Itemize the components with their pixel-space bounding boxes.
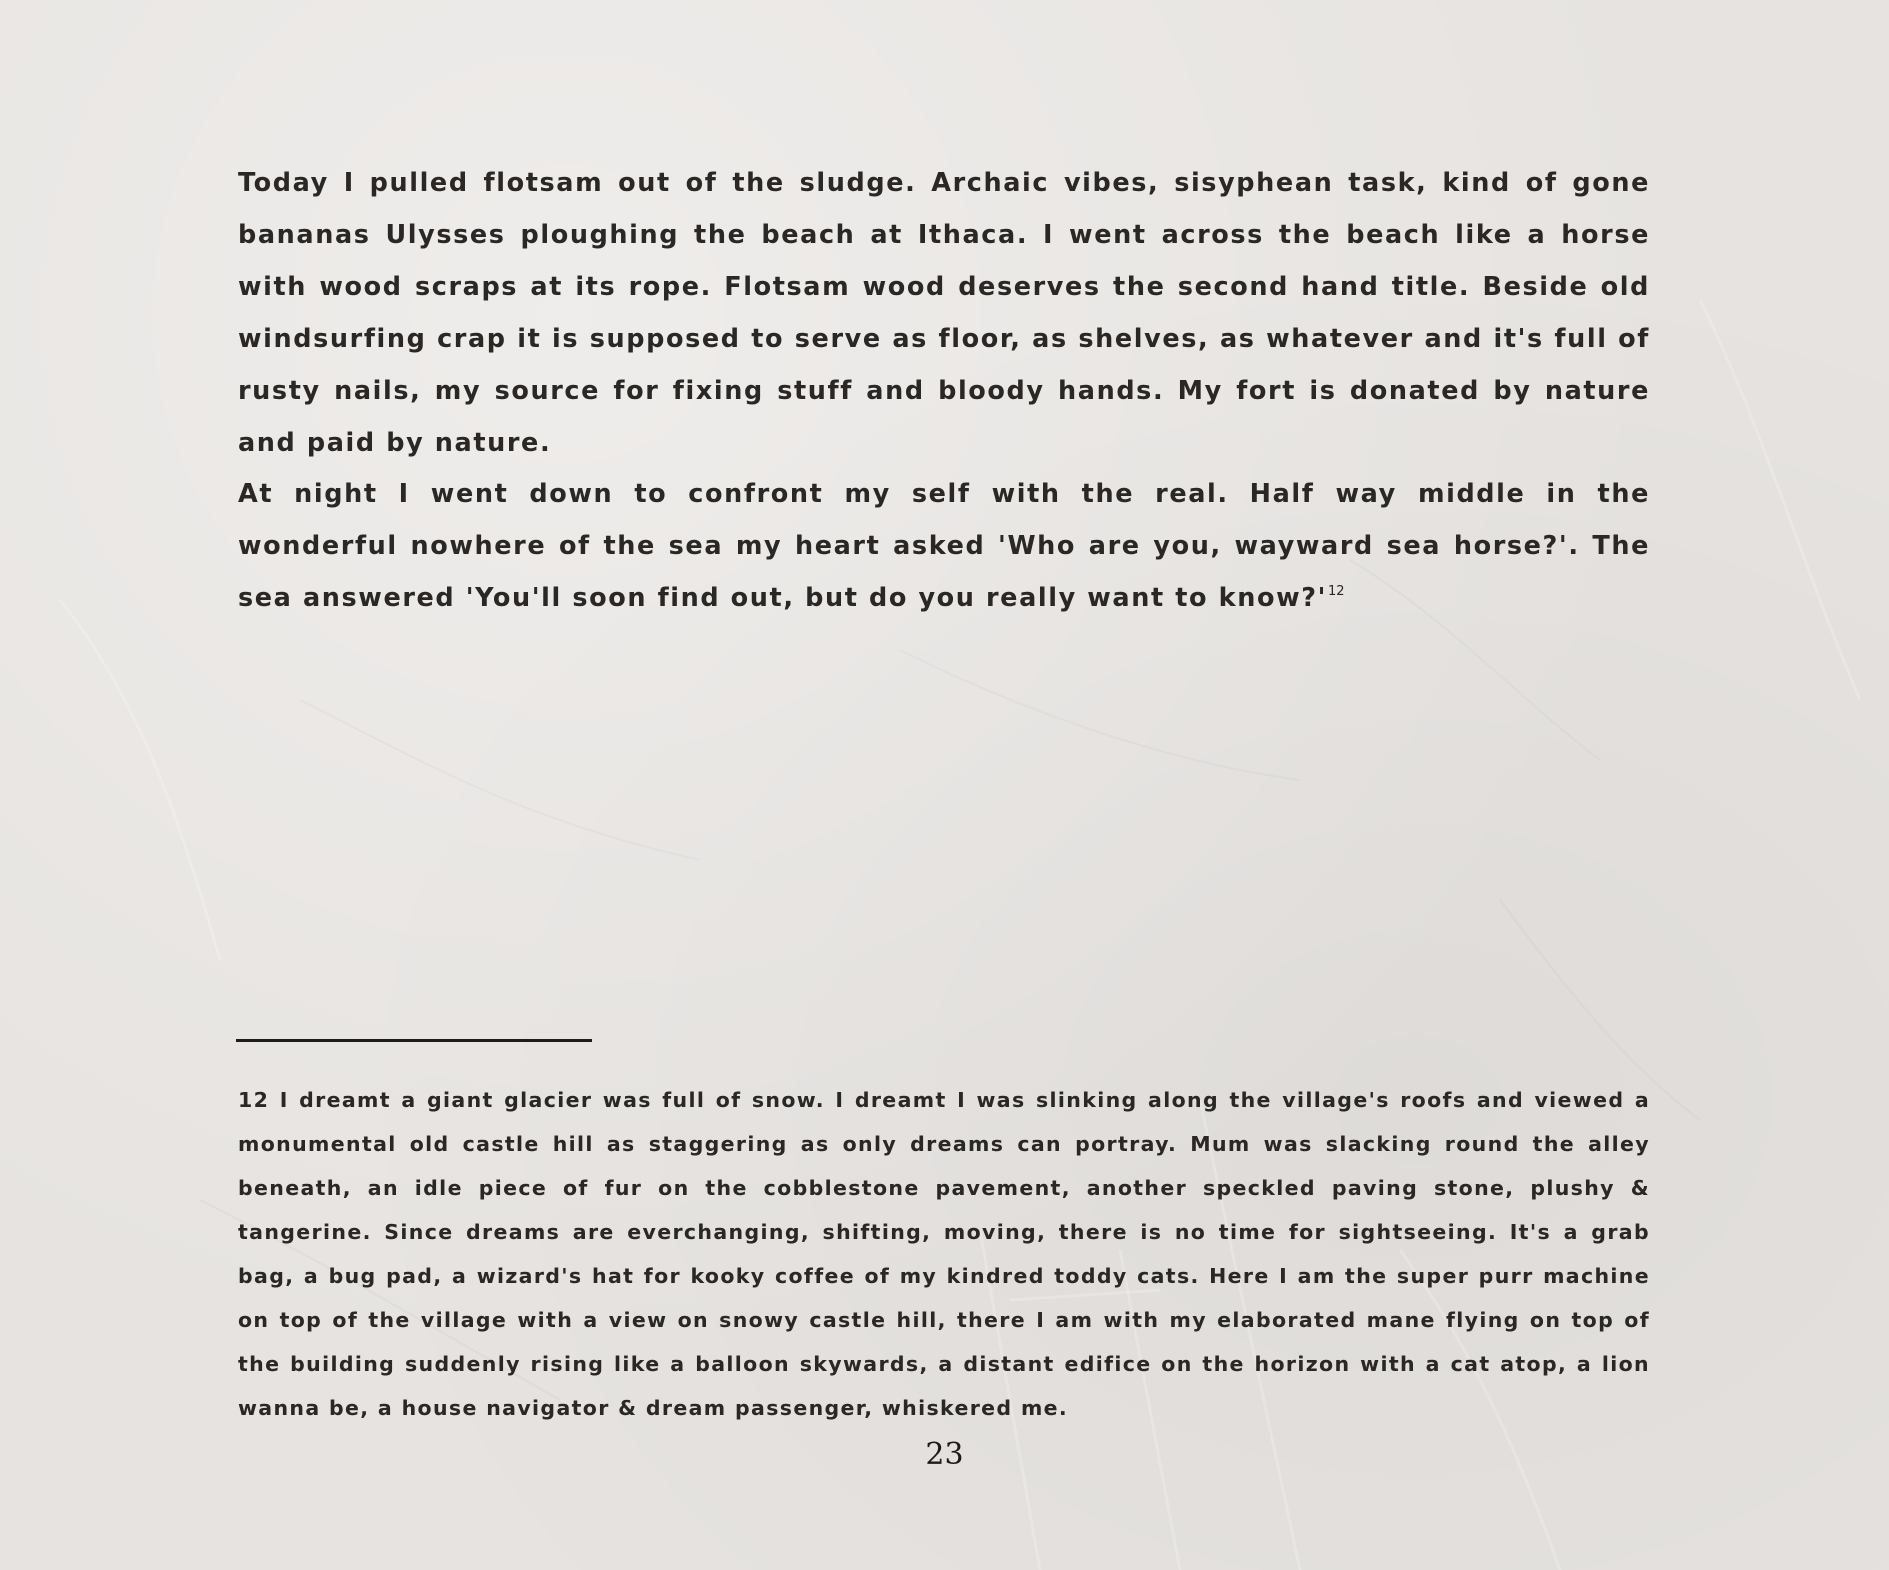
footnote-reference-12[interactable]: 12 — [1328, 584, 1345, 599]
footnote-12-text: 12 I dreamt a giant glacier was full of snow. I dreamt I was slinking along the village's roofs and viewed a monumental old castle hill as staggering as only dreams can portray. Mum was slacking round the alley beneath, an idle piece of fur on the cobblestone pavement, another speckled paving stone, plushy & tangerine. Since dreams are everchanging, shifting, moving, there is no time for sightseeing. It's a grab bag, a bug pad, a wizard's hat for kooky coffee of my kindred toddy cats. Here I am the super purr machine on top of the village with a view on snowy castle hill, there I am with my elaborated mane flying on top of the building suddenly rising like a balloon skywards, a distant edifice on the horizon with a cat atop, a lion wanna be, a house navigator & dream passenger, whiskered me. — [238, 1088, 1650, 1420]
body-paragraph-1-text: Today I pulled flotsam out of the sludge. Archaic vibes, sisyphean task, kind of gone bananas Ulysses ploughing the beach at Ithaca. I went across the beach like a horse with wood scraps at its rope. Flotsam wood deserves the second hand title. Beside old windsurfing crap it is supposed to serve as floor, as shelves, as whatever and it's full of rusty nails, my source for fixing stuff and bloody hands. My fort is donated by nature and paid by nature. — [238, 168, 1650, 458]
page-number: 23 — [925, 1437, 964, 1472]
body-paragraph-1 — [238, 157, 1650, 469]
body-paragraph-2-text: At night I went down to confront my self with the real. Half way middle in the wonderful nowhere of the sea my heart asked 'Who are you, wayward sea horse?'. The sea answered 'You'll soon find out, but do you really want to know?' — [238, 479, 1650, 613]
footnote-12 — [238, 1078, 1650, 1430]
body-paragraph-2 — [238, 468, 1650, 624]
footnote-divider — [236, 1039, 592, 1042]
